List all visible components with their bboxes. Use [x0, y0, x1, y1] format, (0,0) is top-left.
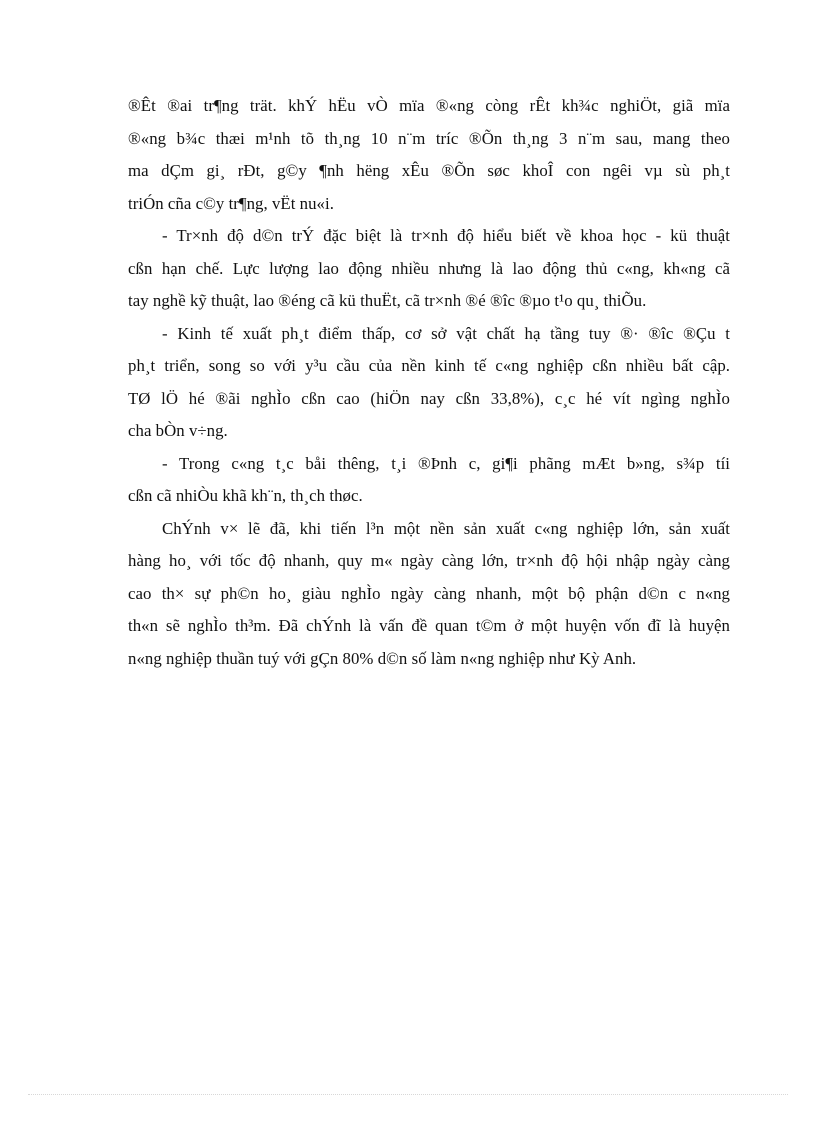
text-line: cßn hạn chế. Lực lượng lao động nhiều nhưng là lao động thủ c«ng, kh«ng cã	[128, 258, 730, 278]
text-line: cha bÒn v÷ng.	[128, 421, 228, 440]
text-line: cßn cã nhiÒu khã kh¨n, th¸ch thøc.	[128, 486, 363, 505]
text-line: n«ng nghiệp thuần tuý với gÇn 80% d©n số làm n«ng nghiệp như Kỳ Anh.	[128, 648, 637, 668]
footer-divider	[28, 1094, 788, 1095]
paragraph-4	[128, 448, 730, 513]
text-line: - Kinh tế xuất ph¸t điểm thấp, cơ sở vật chất hạ tầng tuy ®· ®îc ®Çu t	[162, 323, 730, 343]
text-line: ®Êt ®ai tr¶ng trät. khÝ hËu vÒ mïa ®«ng còng rÊt kh¾c nghiÖt, giã mïa	[128, 96, 730, 115]
text-line: cao th× sự ph©n ho¸ giàu nghÌo ngày càng nhanh, một bộ phận d©n c n«ng	[128, 583, 730, 603]
text-line: TØ lÖ hé ®ãi nghÌo cßn cao (hiÖn nay cßn 33,8%), c¸c hé vít ngìng nghÌo	[128, 388, 730, 408]
text-line: ChÝnh v× lẽ đã, khi tiến l³n một nền sản xuất c«ng nghiệp lớn, sản xuất	[162, 518, 730, 538]
text-line: ma dÇm gi¸ rÐt, g©y ¶nh hëng xÊu ®Õn søc khoÎ con ngêi vµ sù ph¸t	[128, 161, 730, 180]
text-line: tay nghề kỹ thuật, lao ®éng cã kü thuËt, cã tr×nh ®é ®îc ®µo t¹o qu¸ thiÕu.	[128, 291, 647, 310]
text-line: ®«ng b¾c thæi m¹nh tõ th¸ng 10 n¨m tríc ®Õn th¸ng 3 n¨m sau, mang theo	[128, 128, 730, 148]
text-line: triÓn cña c©y tr¶ng, vËt nu«i.	[128, 193, 334, 213]
paragraph-5	[128, 513, 730, 676]
document-body	[128, 90, 730, 675]
paragraph-1	[128, 90, 730, 220]
text-line: - Trong c«ng t¸c båi thêng, t¸i ®Þnh c, gi¶i phãng mÆt b»ng, s¾p tíi	[162, 453, 730, 473]
text-line: th«n sẽ nghÌo th³m. Đã chÝnh là vấn đề quan t©m ở một huyện vốn đĩ là huyện	[128, 616, 730, 635]
text-line: ph¸t triển, song so với y³u cầu của nền kinh tế c«ng nghiệp cßn nhiều bất cập.	[128, 356, 730, 375]
paragraph-3	[128, 318, 730, 448]
text-line: hàng ho¸ với tốc độ nhanh, quy m« ngày càng lớn, tr×nh độ hội nhập ngày càng	[128, 551, 730, 570]
paragraph-2	[128, 220, 730, 318]
text-line: - Tr×nh độ d©n trÝ đặc biệt là tr×nh độ hiểu biết về khoa học - kü thuật	[162, 226, 730, 245]
